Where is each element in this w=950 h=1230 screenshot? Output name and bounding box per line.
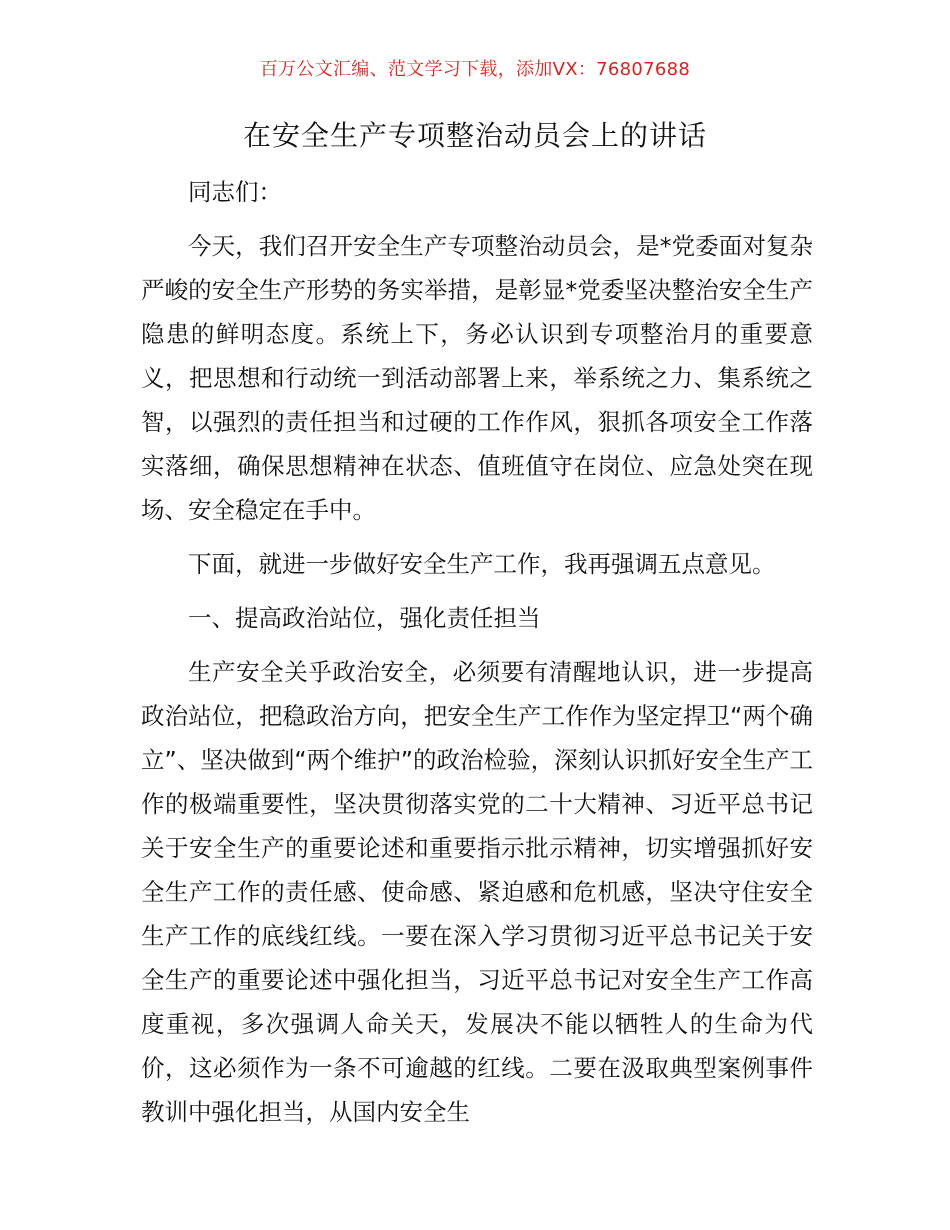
- header-watermark-note: 百万公文汇编、范文学习下载，添加VX：76807688: [259, 59, 691, 80]
- page-title: 在安全生产专项整治动员会上的讲话: [242, 119, 707, 152]
- paragraph-section-one: 生产安全关乎政治安全，必须要有清醒地认识，进一步提高政治站位，把稳政治方向，把安全生产工作作为坚定捍卫“两个确立”、坚决做到“两个维护”的政治检验，深刻认识抓好安全生产工作的极端重要性，坚决贯彻落实党的二十大精神、习近平总书记关于安全生产的重要论述和重要指示批示精神，切实增强抓好安全生产工作的责任感、使命感、紧迫感和危机感，坚决守住安全生产工作的底线红线。一要在深入学习贯彻习近平总书记关于安全生产的重要论述中强化担当，习近平总书记对安全生产工作高度重视，多次强调人命关天，发展决不能以牺牲人的生命为代价，这必须作为一条不可逾越的红线。二要在汲取典型案例事件教训中强化担当，从国内安全生: [141, 658, 813, 1126]
- document-body: [141, 170, 813, 1144]
- salutation: 同志们：: [188, 178, 282, 206]
- section-heading: 一、提高政治站位，强化责任担当: [188, 604, 541, 632]
- paragraph-transition: 下面，就进一步做好安全生产工作，我再强调五点意见。: [188, 550, 776, 578]
- paragraph-opening: 今天，我们召开安全生产专项整治动员会，是*党委面对复杂严峻的安全生产形势的务实举措，是彰显*党委坚决整治安全生产隐患的鲜明态度。系统上下，务必认识到专项整治月的重要意义，把思想和行动统一到活动部署上来，举系统之力、集系统之智，以强烈的责任担当和过硬的工作作风，狠抓各项安全工作落实落细，确保思想精神在状态、值班值守在岗位、应急处突在现场、安全稳定在手中。: [141, 232, 813, 524]
